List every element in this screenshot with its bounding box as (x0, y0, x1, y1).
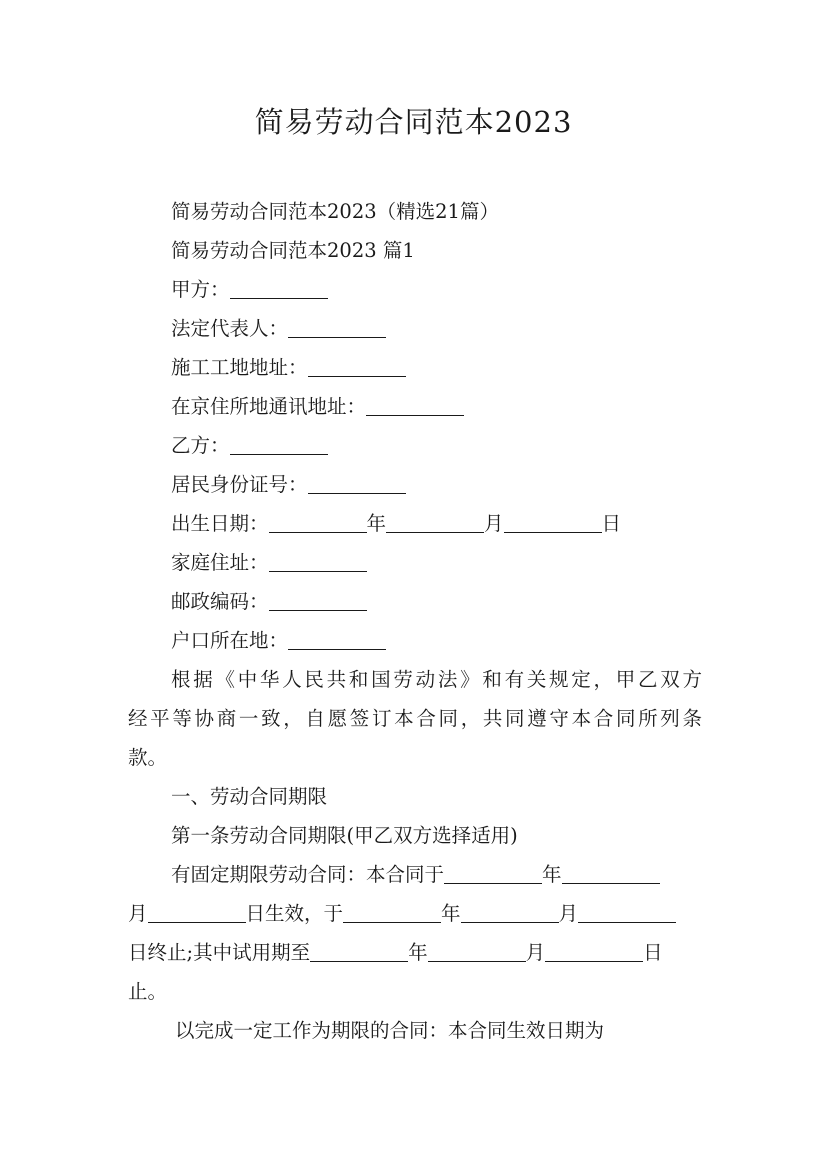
probation-day-unit: 日 (643, 941, 663, 964)
start-month-blank (562, 863, 660, 884)
termination-text: 日终止;其中试用期至 (128, 941, 311, 964)
legal-rep-blank (288, 317, 386, 338)
paragraph-line: 经平等协商一致，自愿签订本合同，共同遵守本合同所列条 (128, 707, 702, 730)
paragraph-line: 根据《中华人民共和国劳动法》和有关规定，甲乙双方 (171, 668, 702, 691)
end-year-blank (343, 902, 441, 923)
id-number-field (128, 465, 702, 504)
probation-day-blank (545, 941, 643, 962)
section-heading: 简易劳动合同范本2023 篇1 (171, 239, 415, 262)
postcode-field (128, 582, 702, 621)
probation-month-blank (428, 941, 526, 962)
birth-month-unit: 月 (484, 512, 504, 535)
home-address-blank (269, 551, 367, 572)
birth-day-blank (504, 512, 602, 533)
document-title: 简易劳动合同范本2023 (254, 105, 573, 139)
paragraph-line: 止。 (128, 980, 168, 1003)
home-address-field (128, 543, 702, 582)
birth-day-unit: 日 (601, 512, 622, 535)
birth-year-unit: 年 (366, 512, 387, 535)
fixed-term-label: 有固定期限劳动合同：本合同于 (171, 863, 445, 886)
end-day-blank (578, 902, 676, 923)
site-address-field (128, 348, 702, 387)
start-day-blank (148, 902, 246, 923)
section-one-heading: 一、劳动合同期限 (171, 785, 328, 808)
home-address-label: 家庭住址： (171, 551, 269, 574)
site-address-label: 施工工地地址： (171, 356, 308, 379)
end-month-unit: 月 (558, 902, 579, 925)
start-year-blank (444, 863, 542, 884)
document-body (128, 192, 702, 1050)
fixed-term-line (128, 855, 702, 894)
birth-month-blank (386, 512, 484, 533)
hukou-blank (288, 629, 386, 650)
fixed-term-line (128, 933, 702, 972)
probation-month-unit: 月 (525, 941, 546, 964)
birth-date-label: 出生日期： (171, 512, 269, 535)
site-address-blank (308, 356, 406, 377)
hukou-label: 户口所在地： (171, 629, 289, 652)
beijing-address-label: 在京住所地通讯地址： (171, 395, 367, 418)
subtitle-line: 简易劳动合同范本2023（精选21篇） (171, 200, 499, 223)
party-a-blank (230, 278, 328, 299)
probation-year-unit: 年 (408, 941, 428, 964)
beijing-address-blank (366, 395, 464, 416)
id-number-blank (308, 473, 406, 494)
task-based-line: 以完成一定工作为期限的合同：本合同生效日期为 (175, 1019, 605, 1042)
fixed-term-line (128, 894, 702, 933)
paragraph-line: 款。 (128, 746, 168, 769)
birth-year-blank (269, 512, 367, 533)
effective-text: 日生效，于 (245, 902, 344, 925)
party-b-label: 乙方： (171, 434, 230, 457)
hukou-field (128, 621, 702, 660)
postcode-blank (269, 590, 367, 611)
party-b-field (128, 426, 702, 465)
probation-year-blank (310, 941, 408, 962)
party-a-label: 甲方： (171, 278, 230, 301)
article-one-heading: 第一条劳动合同期限(甲乙双方选择适用) (171, 824, 518, 847)
beijing-address-field (128, 387, 702, 426)
party-b-blank (230, 434, 328, 455)
start-year-unit: 年 (542, 863, 562, 886)
end-month-blank (461, 902, 559, 923)
end-year-unit: 年 (441, 902, 461, 925)
legal-rep-label: 法定代表人： (171, 317, 289, 340)
start-month-unit: 月 (128, 902, 148, 925)
legal-rep-field (128, 309, 702, 348)
birth-date-field (128, 504, 702, 543)
id-number-label: 居民身份证号： (171, 473, 308, 496)
postcode-label: 邮政编码： (171, 590, 269, 613)
party-a-field (128, 270, 702, 309)
